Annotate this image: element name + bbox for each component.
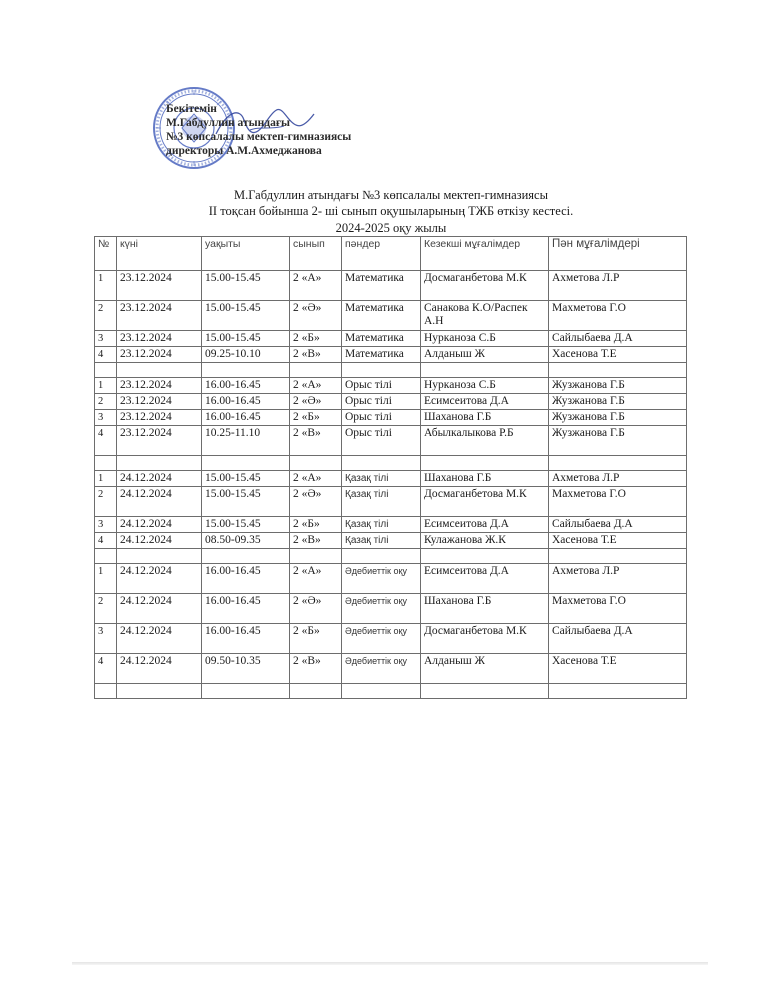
empty-cell bbox=[421, 363, 549, 378]
cell-number: 4 bbox=[95, 654, 117, 684]
cell-class: 2 «Б» bbox=[290, 624, 342, 654]
cell-time: 16.00-16.45 bbox=[202, 564, 290, 594]
cell-time: 16.00-16.45 bbox=[202, 410, 290, 426]
cell-date: 23.12.2024 bbox=[117, 301, 202, 331]
empty-cell bbox=[290, 363, 342, 378]
cell-number: 1 bbox=[95, 564, 117, 594]
cell-subject-teacher: Жузжанова Г.Б bbox=[549, 394, 687, 410]
cell-subject-teacher: Хасенова Т.Е bbox=[549, 654, 687, 684]
cell-duty-teacher: Алданыш Ж bbox=[421, 654, 549, 684]
cell-duty-teacher: Кулажанова Ж.К bbox=[421, 533, 549, 549]
empty-cell bbox=[202, 456, 290, 471]
cell-duty-teacher: Нурканоза С.Б bbox=[421, 331, 549, 347]
cell-number: 3 bbox=[95, 517, 117, 533]
cell-subject-teacher: Сайлыбаева Д.А bbox=[549, 331, 687, 347]
cell-subject-teacher: Махметова Г.О bbox=[549, 594, 687, 624]
table-row bbox=[95, 594, 687, 624]
cell-number: 2 bbox=[95, 301, 117, 331]
approval-line: директоры А.М.Ахмеджанова bbox=[166, 145, 322, 157]
cell-class: 2 «А» bbox=[290, 271, 342, 301]
approval-line: М.Габдуллин атындағы bbox=[166, 117, 291, 129]
header-subject: пәндер bbox=[342, 237, 421, 271]
cell-class: 2 «В» bbox=[290, 533, 342, 549]
cell-duty-teacher: Шаханова Г.Б bbox=[421, 594, 549, 624]
cell-date: 23.12.2024 bbox=[117, 394, 202, 410]
cell-subject: Қазақ тілі bbox=[342, 517, 421, 533]
cell-number: 3 bbox=[95, 331, 117, 347]
table-row bbox=[95, 331, 687, 347]
separator-row bbox=[95, 363, 687, 378]
table-row bbox=[95, 564, 687, 594]
cell-time: 15.00-15.45 bbox=[202, 517, 290, 533]
table-row bbox=[95, 471, 687, 487]
cell-class: 2 «А» bbox=[290, 471, 342, 487]
cell-subject-teacher: Жузжанова Г.Б bbox=[549, 410, 687, 426]
cell-date: 23.12.2024 bbox=[117, 271, 202, 301]
header-date: күні bbox=[117, 237, 202, 271]
cell-date: 24.12.2024 bbox=[117, 517, 202, 533]
separator-row bbox=[95, 684, 687, 699]
empty-cell bbox=[290, 456, 342, 471]
cell-date: 24.12.2024 bbox=[117, 487, 202, 517]
cell-time: 15.00-15.45 bbox=[202, 487, 290, 517]
cell-number: 1 bbox=[95, 271, 117, 301]
cell-number: 3 bbox=[95, 410, 117, 426]
cell-subject: Әдебиеттік оқу bbox=[342, 654, 421, 684]
empty-cell bbox=[290, 549, 342, 564]
approval-line: №3 көпсалалы мектеп-гимназиясы bbox=[166, 131, 352, 143]
empty-cell bbox=[290, 684, 342, 699]
cell-time: 15.00-15.45 bbox=[202, 301, 290, 331]
empty-cell bbox=[117, 456, 202, 471]
table-row bbox=[95, 378, 687, 394]
cell-number: 4 bbox=[95, 347, 117, 363]
empty-cell bbox=[342, 684, 421, 699]
cell-date: 23.12.2024 bbox=[117, 410, 202, 426]
cell-class: 2 «А» bbox=[290, 564, 342, 594]
cell-time: 09.25-10.10 bbox=[202, 347, 290, 363]
cell-subject: Әдебиеттік оқу bbox=[342, 564, 421, 594]
empty-cell bbox=[549, 684, 687, 699]
cell-date: 24.12.2024 bbox=[117, 594, 202, 624]
cell-duty-teacher: Шаханова Г.Б bbox=[421, 410, 549, 426]
table-row bbox=[95, 533, 687, 549]
empty-cell bbox=[342, 456, 421, 471]
table-row bbox=[95, 654, 687, 684]
cell-class: 2 «Б» bbox=[290, 517, 342, 533]
header-time: уақыты bbox=[202, 237, 290, 271]
table-row bbox=[95, 301, 687, 331]
cell-number: 2 bbox=[95, 594, 117, 624]
cell-date: 23.12.2024 bbox=[117, 347, 202, 363]
cell-date: 23.12.2024 bbox=[117, 331, 202, 347]
cell-duty-teacher: Есимсеитова Д.А bbox=[421, 564, 549, 594]
cell-class: 2 «Ә» bbox=[290, 594, 342, 624]
empty-cell bbox=[95, 363, 117, 378]
empty-cell bbox=[342, 549, 421, 564]
cell-subject: Қазақ тілі bbox=[342, 533, 421, 549]
cell-number: 1 bbox=[95, 378, 117, 394]
cell-number: 1 bbox=[95, 471, 117, 487]
table-row bbox=[95, 271, 687, 301]
cell-duty-teacher: Досмаганбетова М.К bbox=[421, 487, 549, 517]
cell-subject: Әдебиеттік оқу bbox=[342, 594, 421, 624]
table-row bbox=[95, 410, 687, 426]
cell-subject: Математика bbox=[342, 301, 421, 331]
cell-class: 2 «Ә» bbox=[290, 487, 342, 517]
cell-number: 2 bbox=[95, 394, 117, 410]
empty-cell bbox=[117, 549, 202, 564]
cell-time: 15.00-15.45 bbox=[202, 471, 290, 487]
cell-subject: Әдебиеттік оқу bbox=[342, 624, 421, 654]
schedule-table bbox=[94, 236, 687, 699]
empty-cell bbox=[95, 549, 117, 564]
empty-cell bbox=[95, 456, 117, 471]
cell-class: 2 «В» bbox=[290, 347, 342, 363]
empty-cell bbox=[549, 456, 687, 471]
cell-subject: Математика bbox=[342, 271, 421, 301]
cell-number: 2 bbox=[95, 487, 117, 517]
cell-duty-teacher: Алданыш Ж bbox=[421, 347, 549, 363]
cell-time: 16.00-16.45 bbox=[202, 394, 290, 410]
empty-cell bbox=[421, 684, 549, 699]
header-number: № bbox=[95, 237, 117, 271]
cell-class: 2 «А» bbox=[290, 378, 342, 394]
cell-duty-teacher: Есимсеитова Д.А bbox=[421, 517, 549, 533]
cell-class: 2 «Б» bbox=[290, 331, 342, 347]
table-row bbox=[95, 624, 687, 654]
cell-number: 4 bbox=[95, 426, 117, 456]
table-row bbox=[95, 487, 687, 517]
cell-duty-teacher: Досмаганбетова М.К bbox=[421, 624, 549, 654]
cell-number: 3 bbox=[95, 624, 117, 654]
cell-time: 16.00-16.45 bbox=[202, 378, 290, 394]
document-title-schedule: II тоқсан бойынша 2- ші сынып оқушыларының ТЖБ өткізу кестесі. bbox=[208, 204, 574, 218]
empty-cell bbox=[95, 684, 117, 699]
empty-cell bbox=[421, 549, 549, 564]
table-row bbox=[95, 347, 687, 363]
cell-duty-teacher: Шаханова Г.Б bbox=[421, 471, 549, 487]
cell-subject: Орыс тілі bbox=[342, 394, 421, 410]
empty-cell bbox=[549, 363, 687, 378]
cell-subject: Орыс тілі bbox=[342, 378, 421, 394]
table-row bbox=[95, 394, 687, 410]
page-bottom-edge bbox=[72, 962, 708, 965]
approval-line: Бекітемін bbox=[166, 103, 217, 115]
cell-subject-teacher: Хасенова Т.Е bbox=[549, 347, 687, 363]
document-title-year: 2024-2025 оқу жылы bbox=[335, 221, 447, 235]
empty-cell bbox=[117, 363, 202, 378]
cell-subject: Математика bbox=[342, 331, 421, 347]
cell-time: 16.00-16.45 bbox=[202, 594, 290, 624]
cell-date: 24.12.2024 bbox=[117, 564, 202, 594]
cell-subject: Математика bbox=[342, 347, 421, 363]
cell-duty-teacher: Досмаганбетова М.К bbox=[421, 271, 549, 301]
cell-subject: Қазақ тілі bbox=[342, 471, 421, 487]
separator-row bbox=[95, 549, 687, 564]
cell-date: 23.12.2024 bbox=[117, 426, 202, 456]
empty-cell bbox=[202, 549, 290, 564]
cell-time: 15.00-15.45 bbox=[202, 331, 290, 347]
empty-cell bbox=[421, 456, 549, 471]
cell-subject-teacher: Махметова Г.О bbox=[549, 301, 687, 331]
cell-number: 4 bbox=[95, 533, 117, 549]
table-header-row bbox=[95, 237, 687, 271]
cell-class: 2 «В» bbox=[290, 426, 342, 456]
header-subject-teachers: Пән мұғалімдері bbox=[549, 237, 687, 271]
cell-subject-teacher: Ахметова Л.Р bbox=[549, 471, 687, 487]
cell-duty-teacher: Абылкалыкова Р.Б bbox=[421, 426, 549, 456]
cell-time: 08.50-09.35 bbox=[202, 533, 290, 549]
cell-subject-teacher: Махметова Г.О bbox=[549, 487, 687, 517]
cell-subject-teacher: Сайлыбаева Д.А bbox=[549, 517, 687, 533]
cell-class: 2 «В» bbox=[290, 654, 342, 684]
cell-date: 24.12.2024 bbox=[117, 624, 202, 654]
cell-time: 09.50-10.35 bbox=[202, 654, 290, 684]
header-class: сынып bbox=[290, 237, 342, 271]
empty-cell bbox=[342, 363, 421, 378]
cell-time: 16.00-16.45 bbox=[202, 624, 290, 654]
cell-duty-teacher: Санакова К.О/Распек А.Н bbox=[421, 301, 549, 331]
cell-date: 24.12.2024 bbox=[117, 654, 202, 684]
header-duty-teachers: Кезекші мұғалімдер bbox=[421, 237, 549, 271]
cell-subject: Орыс тілі bbox=[342, 426, 421, 456]
cell-time: 10.25-11.10 bbox=[202, 426, 290, 456]
cell-date: 24.12.2024 bbox=[117, 533, 202, 549]
cell-date: 24.12.2024 bbox=[117, 471, 202, 487]
cell-subject-teacher: Хасенова Т.Е bbox=[549, 533, 687, 549]
empty-cell bbox=[117, 684, 202, 699]
cell-subject-teacher: Ахметова Л.Р bbox=[549, 271, 687, 301]
empty-cell bbox=[202, 363, 290, 378]
table-row bbox=[95, 426, 687, 456]
approval-block bbox=[166, 102, 351, 158]
document-title-school: М.Габдуллин атындағы №3 көпсалалы мектеп-гимназиясы bbox=[234, 188, 548, 202]
cell-subject-teacher: Ахметова Л.Р bbox=[549, 564, 687, 594]
cell-class: 2 «Ә» bbox=[290, 394, 342, 410]
cell-class: 2 «Ә» bbox=[290, 301, 342, 331]
empty-cell bbox=[202, 684, 290, 699]
cell-subject-teacher: Жузжанова Г.Б bbox=[549, 378, 687, 394]
cell-class: 2 «Б» bbox=[290, 410, 342, 426]
separator-row bbox=[95, 456, 687, 471]
empty-cell bbox=[549, 549, 687, 564]
cell-subject: Қазақ тілі bbox=[342, 487, 421, 517]
cell-time: 15.00-15.45 bbox=[202, 271, 290, 301]
cell-subject-teacher: Сайлыбаева Д.А bbox=[549, 624, 687, 654]
cell-subject-teacher: Жузжанова Г.Б bbox=[549, 426, 687, 456]
cell-subject: Орыс тілі bbox=[342, 410, 421, 426]
cell-duty-teacher: Есимсеитова Д.А bbox=[421, 394, 549, 410]
cell-date: 23.12.2024 bbox=[117, 378, 202, 394]
cell-duty-teacher: Нурканоза С.Б bbox=[421, 378, 549, 394]
table-row bbox=[95, 517, 687, 533]
